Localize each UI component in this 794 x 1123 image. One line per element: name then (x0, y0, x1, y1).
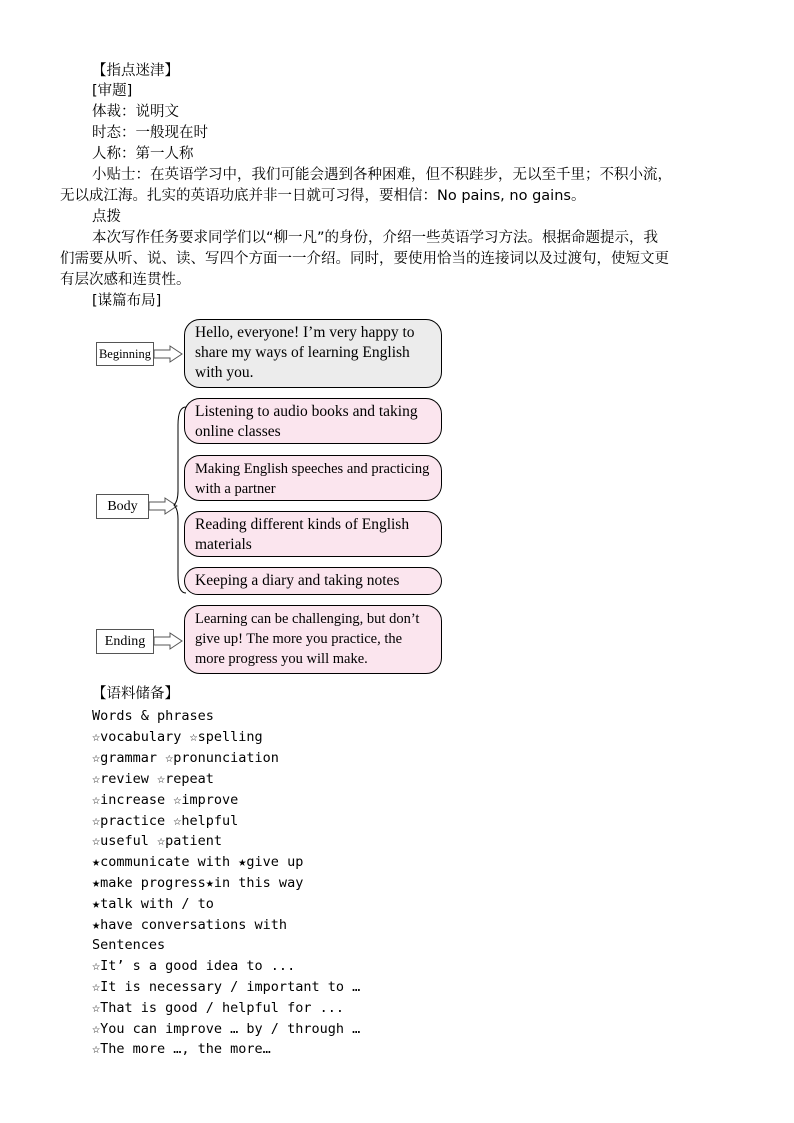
words-label: Words & phrases (92, 708, 214, 724)
word-item: ☆grammar ☆pronunciation (92, 750, 279, 766)
guide-line-1: 本次写作任务要求同学们以“柳一凡”的身份，介绍一些英语学习方法。根据命题提示，我 (92, 230, 659, 246)
word-item: ☆practice ☆helpful (92, 813, 239, 829)
body-item-speaking: Making English speeches and practicing with a partner (184, 455, 442, 501)
phrase-item: ★communicate with ★give up (92, 854, 304, 870)
ending-label: Ending (96, 629, 154, 654)
sentence-item: ☆The more …, the more… (92, 1041, 271, 1057)
body-item-reading: Reading different kinds of English materials (184, 511, 442, 557)
word-item: ☆review ☆repeat (92, 771, 214, 787)
tip-line-2: 无以成江海。扎实的英语功底并非一日就可习得，要相信：No pains, no gains。 (60, 188, 586, 204)
sentence-item: ☆You can improve … by / through … (92, 1021, 361, 1037)
word-item: ☆useful ☆patient (92, 833, 223, 849)
section-heading-guide: 【指点迷津】 (92, 63, 179, 79)
beginning-bubble: Hello, everyone! I’m very happy to share my ways of learning English with you. (184, 319, 442, 388)
phrase-item: ★talk with / to (92, 896, 214, 912)
ending-arrow-icon (154, 632, 184, 650)
genre-line: 体裁：说明文 (92, 104, 179, 120)
beginning-arrow-icon (154, 345, 184, 363)
phrase-item: ★make progress★in this way (92, 875, 304, 891)
layout-label: [谋篇布局] (92, 293, 162, 309)
word-item: ☆vocabulary ☆spelling (92, 729, 263, 745)
guide-line-3: 有层次感和连贯性。 (60, 272, 191, 288)
guide-label: 点拨 (92, 209, 121, 225)
sentences-label: Sentences (92, 937, 166, 953)
review-label: [审题] (92, 83, 133, 99)
body-label: Body (96, 494, 149, 519)
guide-line-2: 们需要从听、说、读、写四个方面一一介绍。同时，要使用恰当的连接词以及过渡句，使短文更 (60, 251, 669, 267)
sentence-item: ☆It is necessary / important to … (92, 979, 361, 995)
body-item-writing: Keeping a diary and taking notes (184, 567, 442, 595)
word-item: ☆increase ☆improve (92, 792, 239, 808)
phrase-item: ★have conversations with (92, 917, 288, 933)
section-heading-materials: 【语料储备】 (92, 686, 179, 702)
tense-line: 时态：一般现在时 (92, 125, 208, 141)
sentence-item: ☆It’ s a good idea to ... (92, 958, 296, 974)
ending-bubble: Learning can be challenging, but don’t give up! The more you practice, the more progress you will make. (184, 605, 442, 674)
beginning-label: Beginning (96, 342, 154, 366)
sentence-item: ☆That is good / helpful for ... (92, 1000, 344, 1016)
body-item-listening: Listening to audio books and taking online classes (184, 398, 442, 444)
tip-line-1: 小贴士：在英语学习中，我们可能会遇到各种困难，但不积跬步，无以至千里；不积小流， (92, 167, 672, 183)
person-line: 人称：第一人称 (92, 146, 194, 162)
